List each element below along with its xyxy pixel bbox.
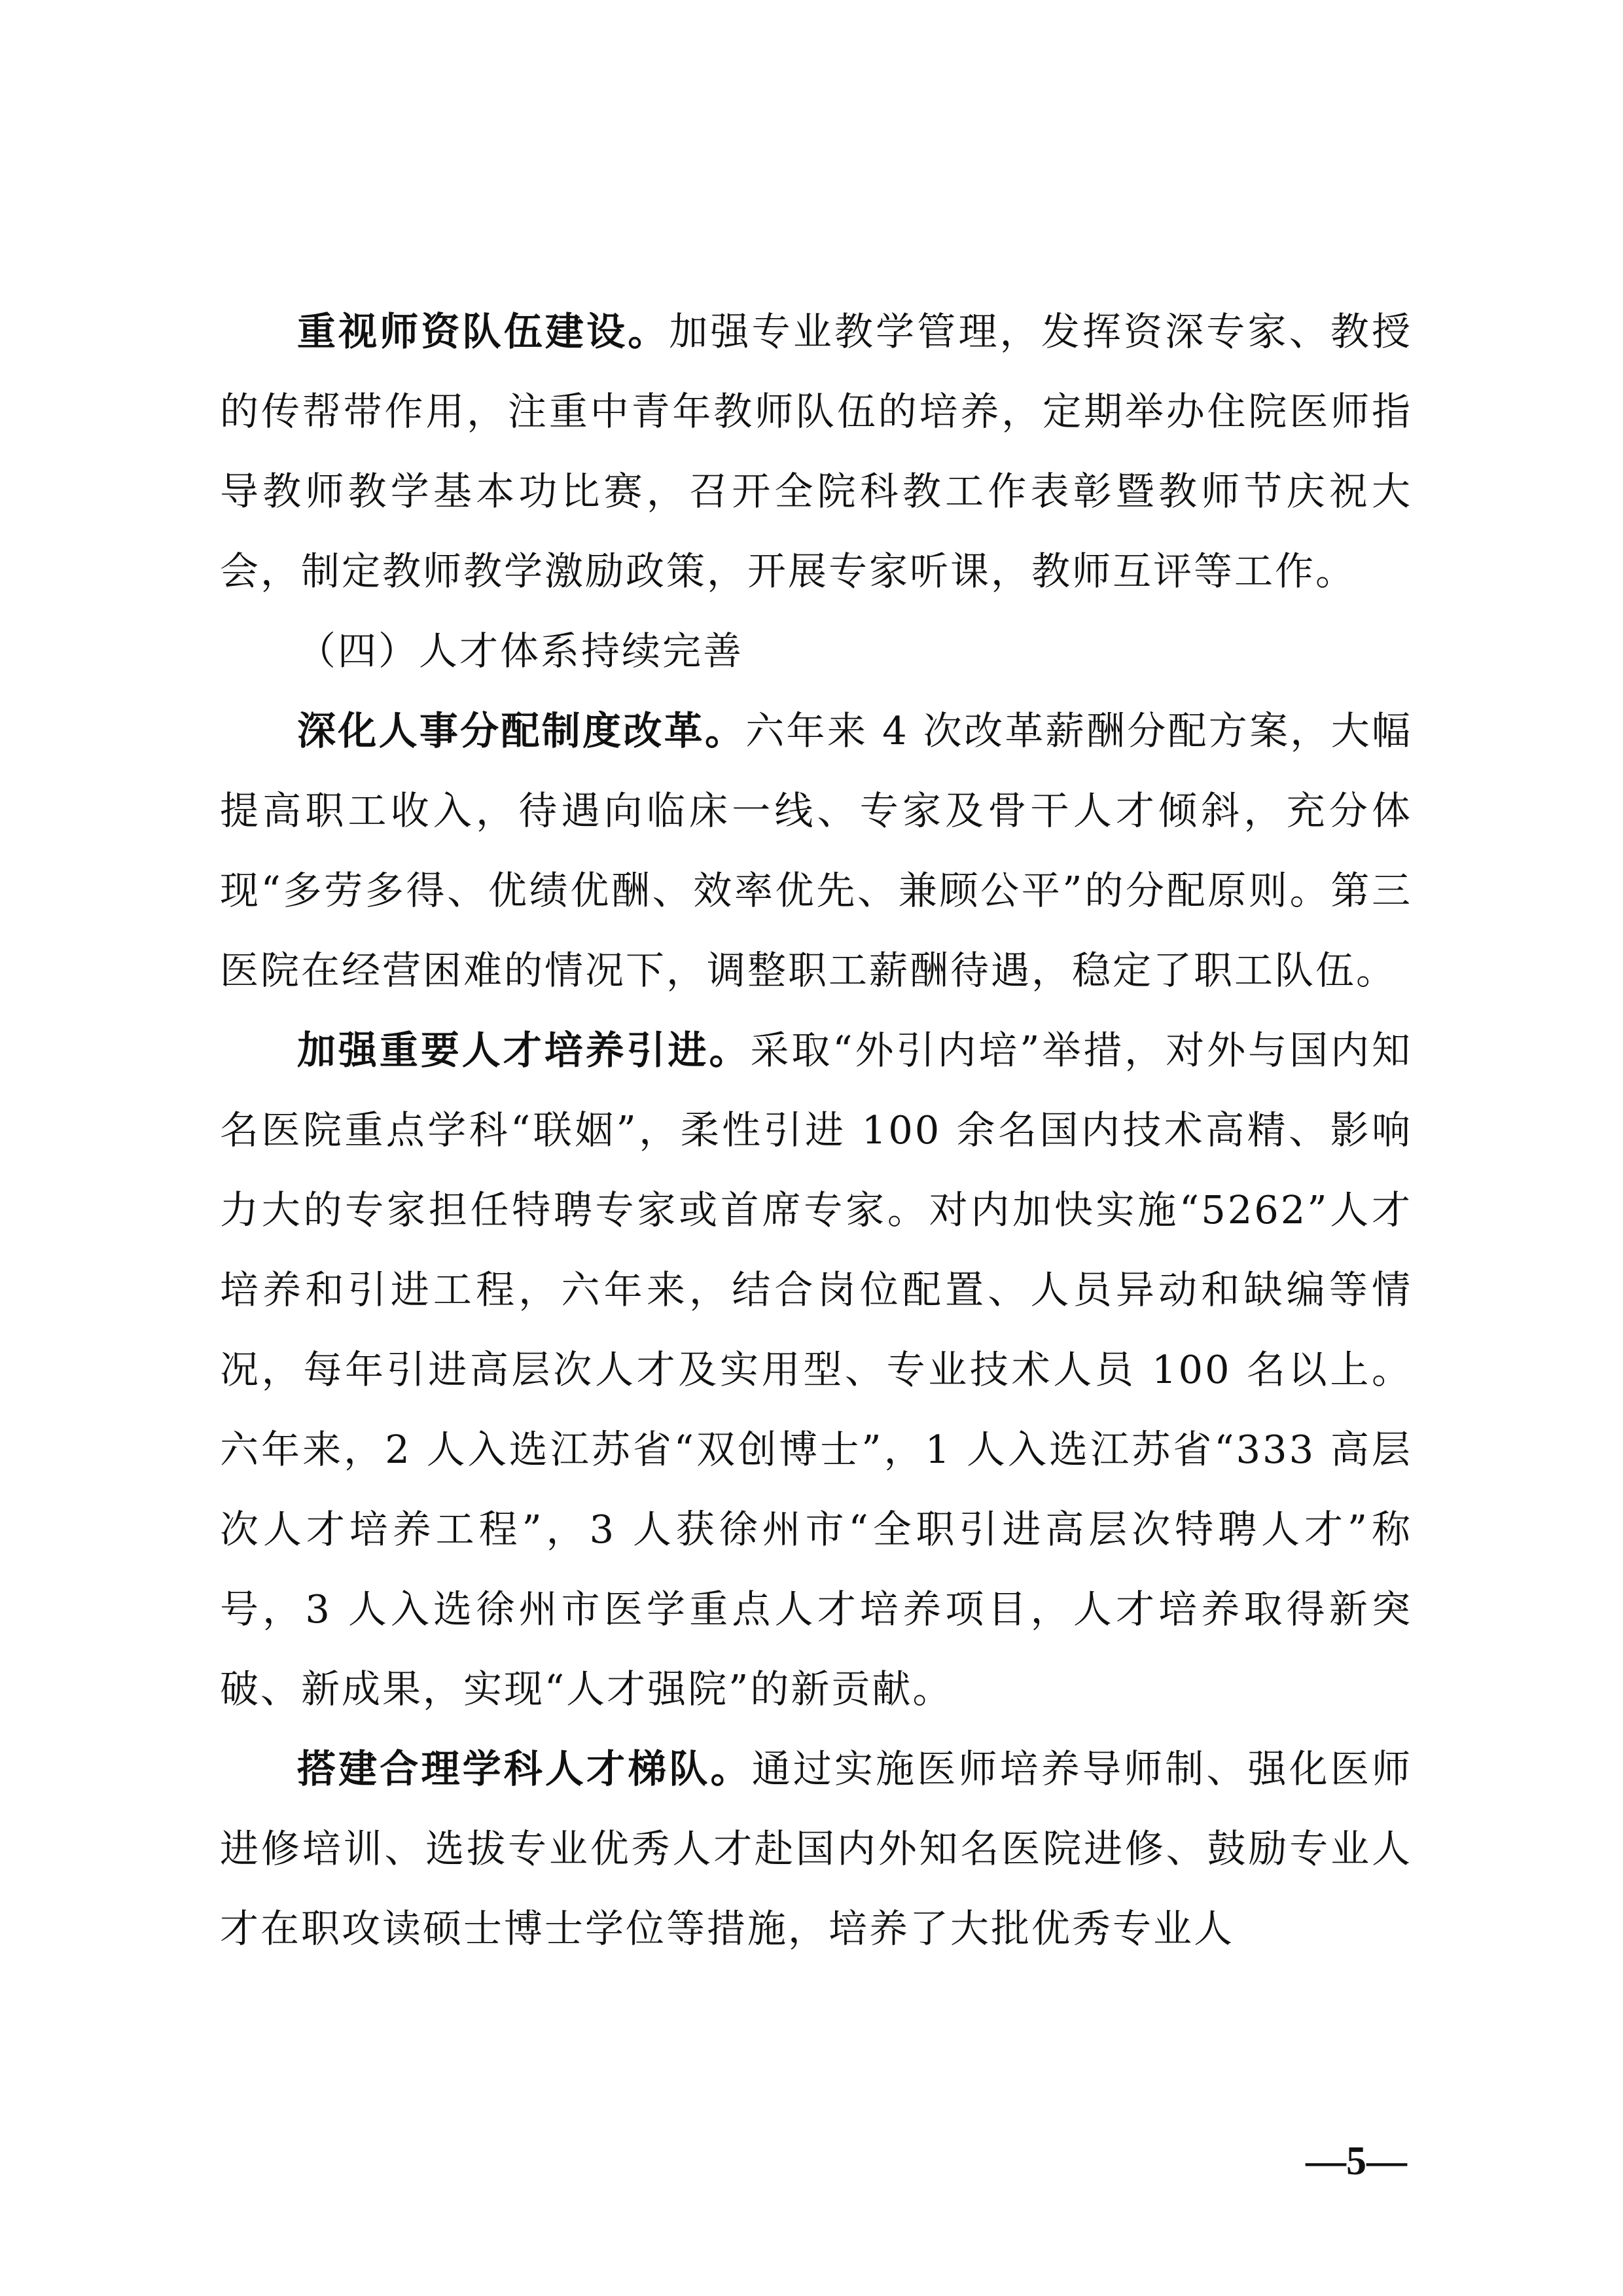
document-body (220, 292, 1412, 1969)
paragraph-talent-ladder (220, 1729, 1412, 1969)
paragraph-text: 采取“外引内培”举措，对外与国内知名医院重点学科“联姻”，柔性引进 100 余名国内技术高精、影响力大的专家担任特聘专家或首席专家。对内加快实施“5262”人才培养和引进工程，六年来，结合岗位配置、人员异动和缺编等情况，每年引进高层次人才及实用型、专业技术人员 100 名以上。六年来，2 人入选江苏省“双创博士”，1 人入选江苏省“333 高层次人才培养工程”，3 人获徐州市“全职引进高层次特聘人才”称号，3 人入选徐州市医学重点人才培养项目，人才培养取得新突破、新成果，实现“人才强院”的新贡献。 (220, 1028, 1412, 1712)
paragraph-lead: 深化人事分配制度改革。 (297, 708, 746, 753)
section-heading: （四）人才体系持续完善 (297, 628, 744, 673)
paragraph-text: 六年来 4 次改革薪酬分配方案，大幅提高职工收入，待遇向临床一线、专家及骨干人才倾斜，充分体现“多劳多得、优绩优酬、效率优先、兼顾公平”的分配原则。第三医院在经营困难的情况下，调整职工薪酬待遇，稳定了职工队伍。 (220, 708, 1412, 993)
paragraph-faculty (220, 292, 1412, 611)
paragraph-salary-reform (220, 691, 1412, 1011)
paragraph-lead: 加强重要人才培养引进。 (297, 1028, 751, 1073)
paragraph-text: 加强专业教学管理，发挥资深专家、教授的传帮带作用，注重中青年教师队伍的培养，定期举办住院医师指导教师教学基本功比赛，召开全院科教工作表彰暨教师节庆祝大会，制定教师教学激励政策，开展专家听课，教师互评等工作。 (220, 309, 1412, 594)
paragraph-lead: 重视师资队伍建设。 (297, 309, 669, 354)
paragraph-lead: 搭建合理学科人才梯队。 (297, 1746, 752, 1791)
paragraph-talent-recruitment (220, 1011, 1412, 1729)
page-number: —5— (1306, 2139, 1407, 2183)
paragraph-text: 通过实施医师培养导师制、强化医师进修培训、选拔专业优秀人才赴国内外知名医院进修、鼓励专业人才在职攻读硕士博士学位等措施，培养了大批优秀专业人 (220, 1746, 1412, 1951)
